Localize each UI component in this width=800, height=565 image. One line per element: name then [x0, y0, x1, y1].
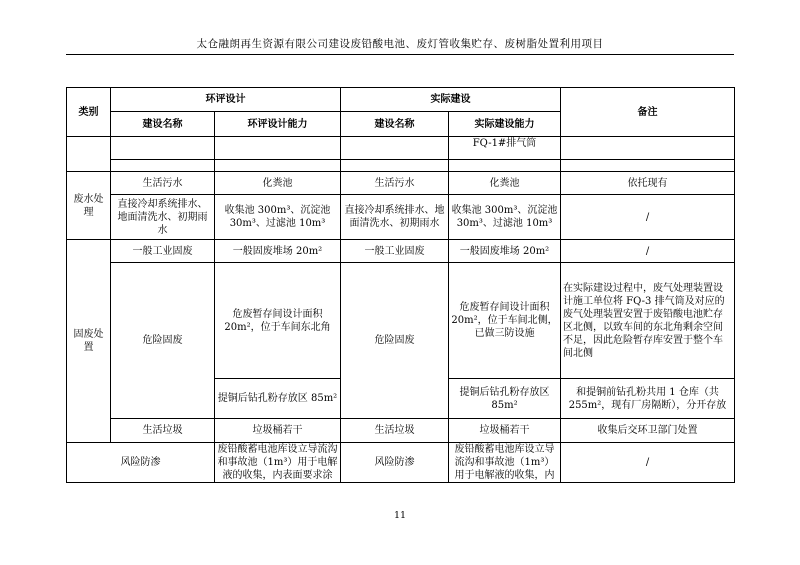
- table-cell: 直接冷却系统排水、地面清洗水、初期雨水: [111, 195, 215, 240]
- category-wastewater: 废水处理: [67, 172, 111, 240]
- category-solid-waste: 固废处置: [67, 240, 111, 443]
- table-cell: 收集后交环卫部门处置: [561, 419, 735, 443]
- document-header: 太仓融朗再生资源有限公司建设废铅酸电池、废灯管收集贮存、废树脂处置利用项目: [196, 38, 604, 50]
- table-cell: 危险固废: [111, 263, 215, 419]
- table-cell: /: [561, 240, 735, 263]
- table-cell: [341, 137, 449, 160]
- construction-comparison-table: [66, 87, 735, 483]
- table-cell: 危废暂存间设计面积 20m²，位于车间东北角: [215, 263, 341, 379]
- header-rule: [66, 54, 734, 55]
- header-actual-capacity: 实际建设能力: [449, 112, 561, 137]
- table-cell: /: [561, 195, 735, 240]
- table-cell: 一般固废堆场 20m²: [449, 240, 561, 263]
- table-cell: 在实际建设过程中，废气处理装置设计施工单位将 FQ-3 排气筒及对应的废气处理装置安置于废铅酸电池贮存区北侧，以致车间的东北角剩余空间不足，因此危险暂存库安置于整个车间北侧: [561, 263, 735, 379]
- table-cell: 生活污水: [341, 172, 449, 195]
- page-number: 11: [393, 510, 407, 521]
- table-cell: 和提铜前钻孔粉共用 1 仓库（共 255m²，现有厂房隔断），分开存放: [561, 379, 735, 419]
- header-actual-construction: 实际建设: [341, 88, 561, 112]
- table-cell: 一般工业固废: [111, 240, 215, 263]
- table-cell: 收集池 300m³、沉淀池 30m³、过滤池 10m³: [449, 195, 561, 240]
- table-cell: 生活垃圾: [341, 419, 449, 443]
- table-cell: 化粪池: [215, 172, 341, 195]
- table-cell: [111, 160, 215, 172]
- header-eia-name: 建设名称: [111, 112, 215, 137]
- header-category: 类别: [67, 88, 111, 137]
- table-cell: 危废暂存间设计面积 20m²，位于车间北侧，已做三防设施: [449, 263, 561, 379]
- table-cell: 直接冷却系统排水、地面清洗水、初期雨水: [341, 195, 449, 240]
- table-cell: /: [561, 443, 735, 483]
- category-risk-prevention: 风险防渗: [67, 443, 215, 483]
- table-cell: [449, 160, 561, 172]
- table-cell: 收集池 300m³、沉淀池 30m³、过滤池 10m³: [215, 195, 341, 240]
- table-cell: 垃圾桶若干: [215, 419, 341, 443]
- table-cell: [215, 137, 341, 160]
- table-cell: 化粪池: [449, 172, 561, 195]
- table-cell: 生活垃圾: [111, 419, 215, 443]
- table-cell: 依托现有: [561, 172, 735, 195]
- category-cell-blank: [67, 137, 111, 172]
- table-cell: 一般固废堆场 20m²: [215, 240, 341, 263]
- table-cell: 生活污水: [111, 172, 215, 195]
- header-actual-name: 建设名称: [341, 112, 449, 137]
- table-cell: 提铜后钻孔粉存放区 85m²: [215, 379, 341, 419]
- table-cell: 风险防渗: [341, 443, 449, 483]
- table-cell: 垃圾桶若干: [449, 419, 561, 443]
- table-cell: [341, 160, 449, 172]
- table-cell: 危险固废: [341, 263, 449, 419]
- table-cell: 废铅酸蓄电池库设立导流沟和事故池（1m³）用于电解液的收集，内表面要求涂: [215, 443, 341, 483]
- table-cell: 提铜后钻孔粉存放区 85m²: [449, 379, 561, 419]
- table-cell: 废铅酸蓄电池库设立导流沟和事故池（1m³）用于电解液的收集，内: [449, 443, 561, 483]
- table-cell: [561, 160, 735, 172]
- table-cell: [561, 137, 735, 160]
- table-cell: 一般工业固废: [341, 240, 449, 263]
- header-remark: 备注: [561, 88, 735, 137]
- table-cell: [111, 137, 215, 160]
- table-cell: [215, 160, 341, 172]
- table-cell: FQ-1#排气筒: [449, 137, 561, 160]
- header-eia-capacity: 环评设计能力: [215, 112, 341, 137]
- header-eia-design: 环评设计: [111, 88, 341, 112]
